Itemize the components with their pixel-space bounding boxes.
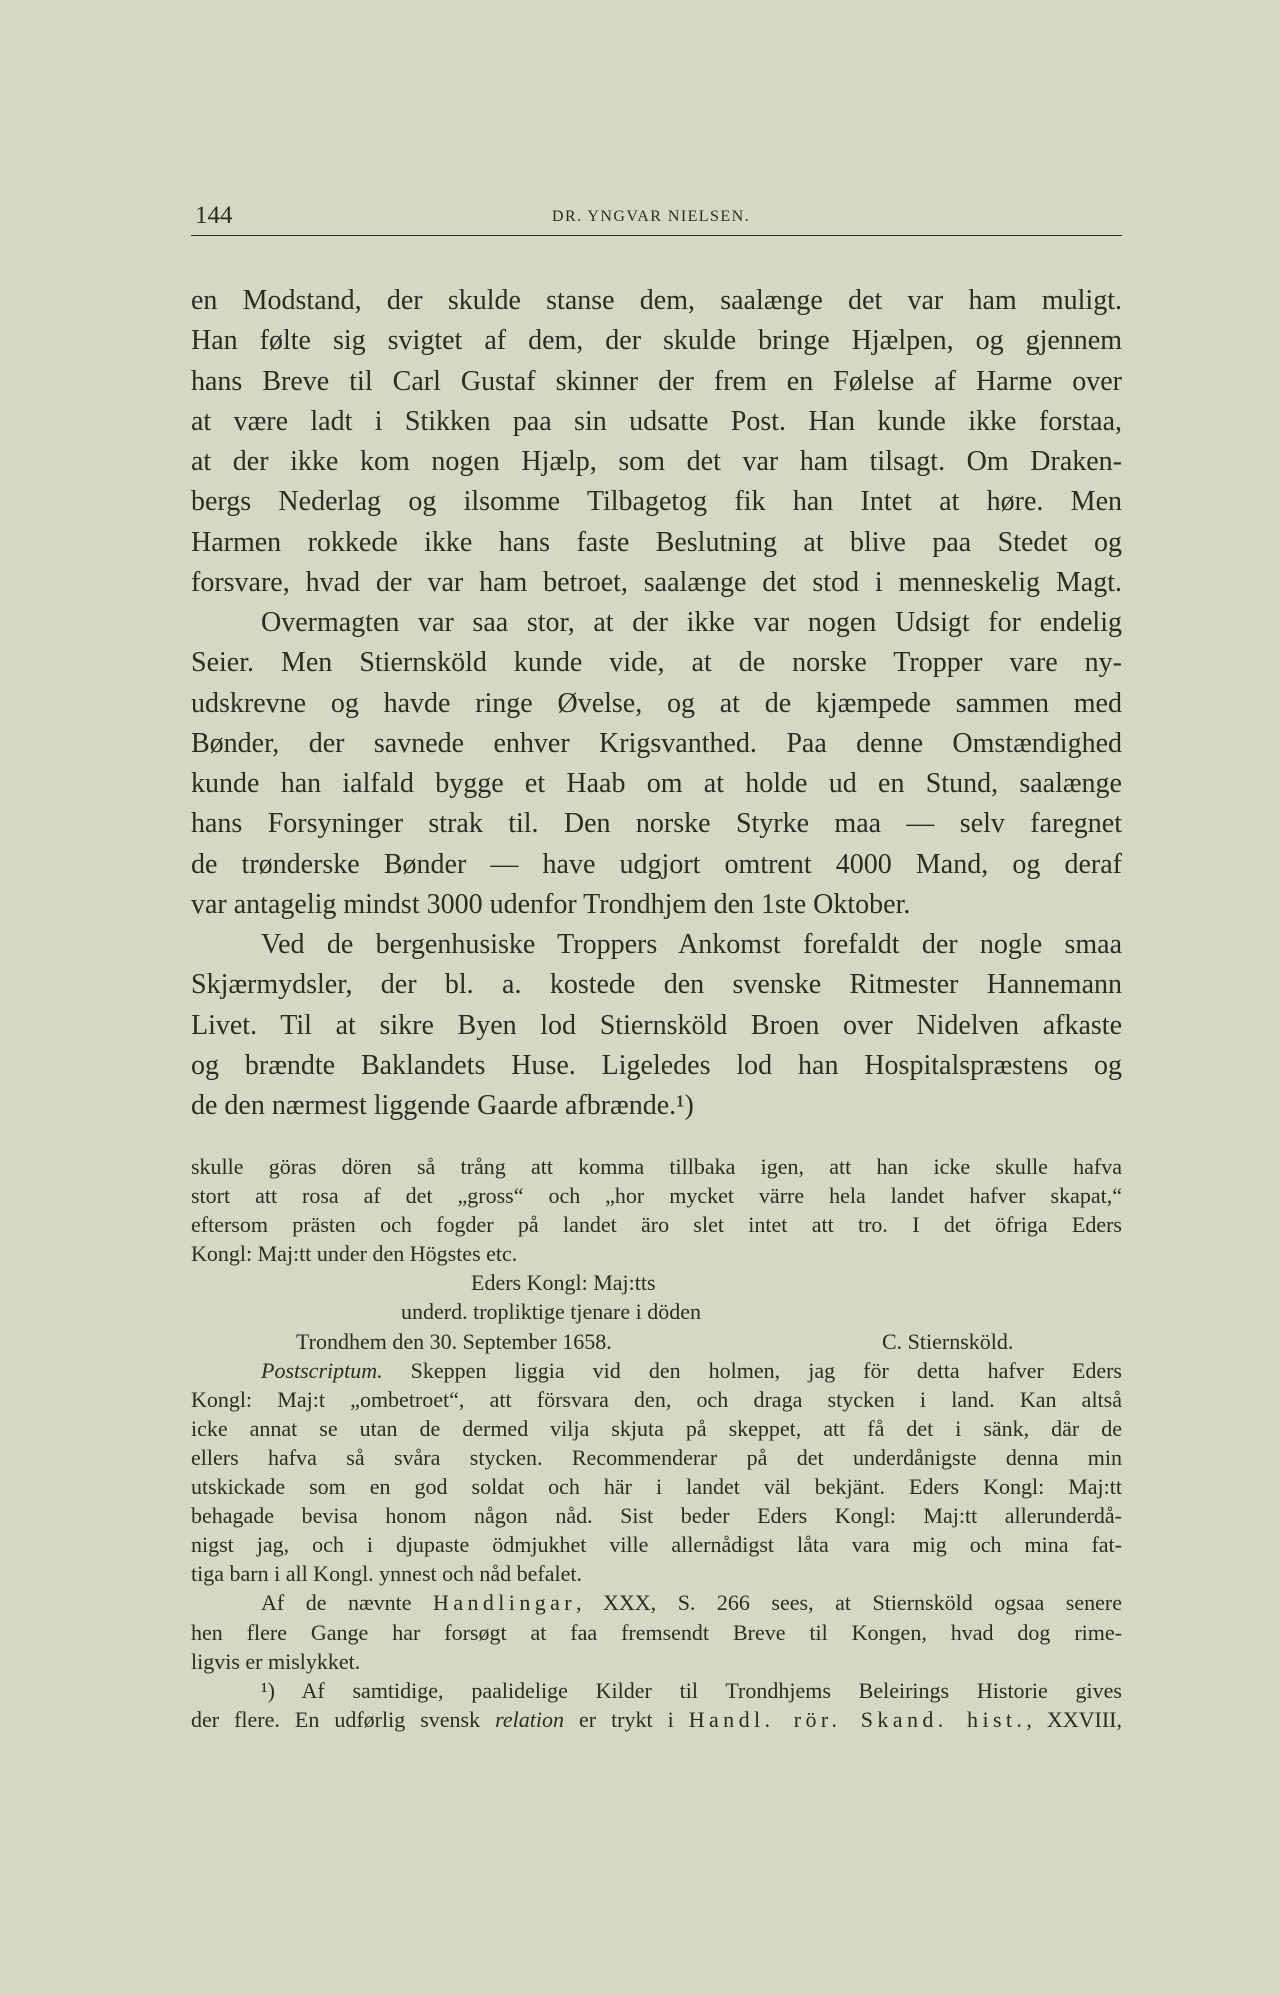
note-line: behagade bevisa honom någon nåd. Sist beder Eders Kongl: Maj:tt allerunderdå- <box>191 1503 1122 1529</box>
note-line <box>191 1588 1122 1617</box>
note-line: tiga barn i all Kongl. ynnest och nåd befalet. <box>191 1561 582 1587</box>
remark-text: Af de nævnte <box>261 1590 434 1616</box>
letter-closing <box>191 1268 1122 1297</box>
closing-line: underd. tropliktige tjenare i döden <box>401 1299 701 1325</box>
footnote-text: er trykt i <box>563 1706 689 1732</box>
text-line: Seier. Men Stiernsköld kunde vide, at de norske Tropper vare ny- <box>191 647 1122 679</box>
note-line: skulle göras dören så trång att komma tillbaka igen, att han icke skulle hafva <box>191 1154 1122 1179</box>
text-line: og brændte Baklandets Huse. Ligeledes lod han Hospitalspræstens og <box>191 1049 1122 1081</box>
note-line: icke annat se utan de dermed vilja skjuta på skeppet, att få det i sänk, där de <box>191 1415 1122 1441</box>
text-line: Han følte sig svigtet af dem, der skulde bringe Hjælpen, og gjennem <box>191 325 1122 357</box>
place-date: Trondhem den 30. September 1658. <box>296 1328 612 1354</box>
text-line: var antagelig mindst 3000 udenfor Trondhjem den 1ste Oktober. <box>191 888 911 920</box>
text-line: Overmagten var saa stor, at der ikke var nogen Udsigt for endelig <box>261 607 1122 638</box>
text-line: at der ikke kom nogen Hjælp, som det var ham tilsagt. Om Draken- <box>191 446 1122 477</box>
letter-closing <box>191 1297 1122 1326</box>
postscript-label: Postscriptum. <box>261 1357 383 1383</box>
text-line: udskrevne og havde ringe Øvelse, og at de kjæmpede sammen med <box>191 687 1122 719</box>
text-line: forsvare, hvad der var ham betroet, saalænge det stod i menneskelig Magt. <box>191 566 1122 598</box>
note-line: stort att rosa af det „gross“ och „hor mycket värre hela landet hafver skapat,“ <box>191 1183 1122 1209</box>
letter-dateline <box>191 1327 1122 1356</box>
note-line: ellers hafva så svåra stycken. Recommenderar på det underdånigste denna min <box>191 1444 1122 1470</box>
text-line: Ved de bergenhusiske Troppers Ankomst forefaldt der nogle smaa <box>261 929 1122 960</box>
main-text <box>191 281 1122 1126</box>
paragraph-1 <box>191 281 1122 603</box>
footnote-line <box>191 1705 1122 1734</box>
remark-text: , XXX, S. 266 sees, at Stiernsköld ogsaa senere <box>576 1590 1122 1616</box>
paragraph-3 <box>191 925 1122 1126</box>
text-line: Harmen rokkede ikke hans faste Beslutning at blive paa Stedet og <box>191 526 1122 558</box>
paragraph-2 <box>191 603 1122 925</box>
signature: C. Stiernsköld. <box>882 1328 1014 1354</box>
note-line: hen flere Gange har forsøgt at faa fremsendt Breve til Kongen, hvad dog rime- <box>191 1619 1122 1645</box>
note-line: ligvis er mislykket. <box>191 1648 361 1674</box>
quoted-letter <box>191 1152 1122 1588</box>
note-line: nigst jag, och i djupaste ödmjukhet ville allernådigst låta vara mig och mina fat- <box>191 1532 1122 1558</box>
page-number: 144 <box>195 202 233 229</box>
footnote-italic: relation <box>495 1706 564 1732</box>
text-line: en Modstand, der skulde stanse dem, saalænge det var ham muligt. <box>191 285 1122 316</box>
note-line: utskickade som en god soldat och här i landet väl bekjänt. Eders Kongl: Maj:tt <box>191 1474 1122 1500</box>
closing-line: Eders Kongl: Maj:tts <box>471 1270 656 1296</box>
text-line: hans Breve til Carl Gustaf skinner der frem en Følelse af Harme over <box>191 365 1122 397</box>
footnote <box>191 1676 1122 1734</box>
text-line: de trønderske Bønder — have udgjort omtrent 4000 Mand, og deraf <box>191 848 1122 880</box>
footnote-line: ¹) Af samtidige, paalidelige Kilder til Trondhjems Beleirings Historie gives <box>261 1677 1122 1703</box>
running-title: DR. YNGVAR NIELSEN. <box>551 208 751 225</box>
notes-block <box>191 1152 1122 1734</box>
source-title: Handlingar <box>433 1590 577 1616</box>
source-title: Handl. rör. Skand. hist. <box>688 1706 1027 1732</box>
footnote-text: der flere. En udførlig svensk <box>191 1706 496 1732</box>
text-line: hans Forsyninger strak til. Den norske Styrke maa — selv faregnet <box>191 808 1122 840</box>
text-line: Bønder, der savnede enhver Krigsvanthed. Paa denne Omstændighed <box>191 727 1122 759</box>
text-line: kunde han ialfald bygge et Haab om at holde ud en Stund, saalænge <box>191 768 1122 799</box>
text-line: bergs Nederlag og ilsomme Tilbagetog fik han Intet at høre. Men <box>191 486 1122 518</box>
text-line: at være ladt i Stikken paa sin udsatte Post. Han kunde ikke forstaa, <box>191 405 1122 437</box>
note-line: Kongl: Maj:tt under den Högstes etc. <box>191 1241 518 1267</box>
text-line: de den nærmest liggende Gaarde afbrænde.¹) <box>191 1090 694 1121</box>
footnote-text: , XXVIII, <box>1026 1706 1122 1732</box>
header-rule <box>191 235 1122 236</box>
note-line <box>191 1356 1122 1385</box>
text-line: Skjærmydsler, der bl. a. kostede den svenske Ritmester Hannemann <box>191 969 1122 1001</box>
note-line: eftersom prästen och fogder på landet äro slet intet att tro. I det öfriga Eders <box>191 1212 1122 1238</box>
note-line: Kongl: Maj:t „ombetroet“, att försvara den, och draga stycken i land. Kan altså <box>191 1386 1122 1412</box>
editor-remark <box>191 1588 1122 1675</box>
postscript-text: Skeppen liggia vid den holmen, jag för detta hafver Eders <box>382 1357 1122 1383</box>
text-line: Livet. Til at sikre Byen lod Stiernsköld Broen over Nidelven afkaste <box>191 1009 1122 1041</box>
